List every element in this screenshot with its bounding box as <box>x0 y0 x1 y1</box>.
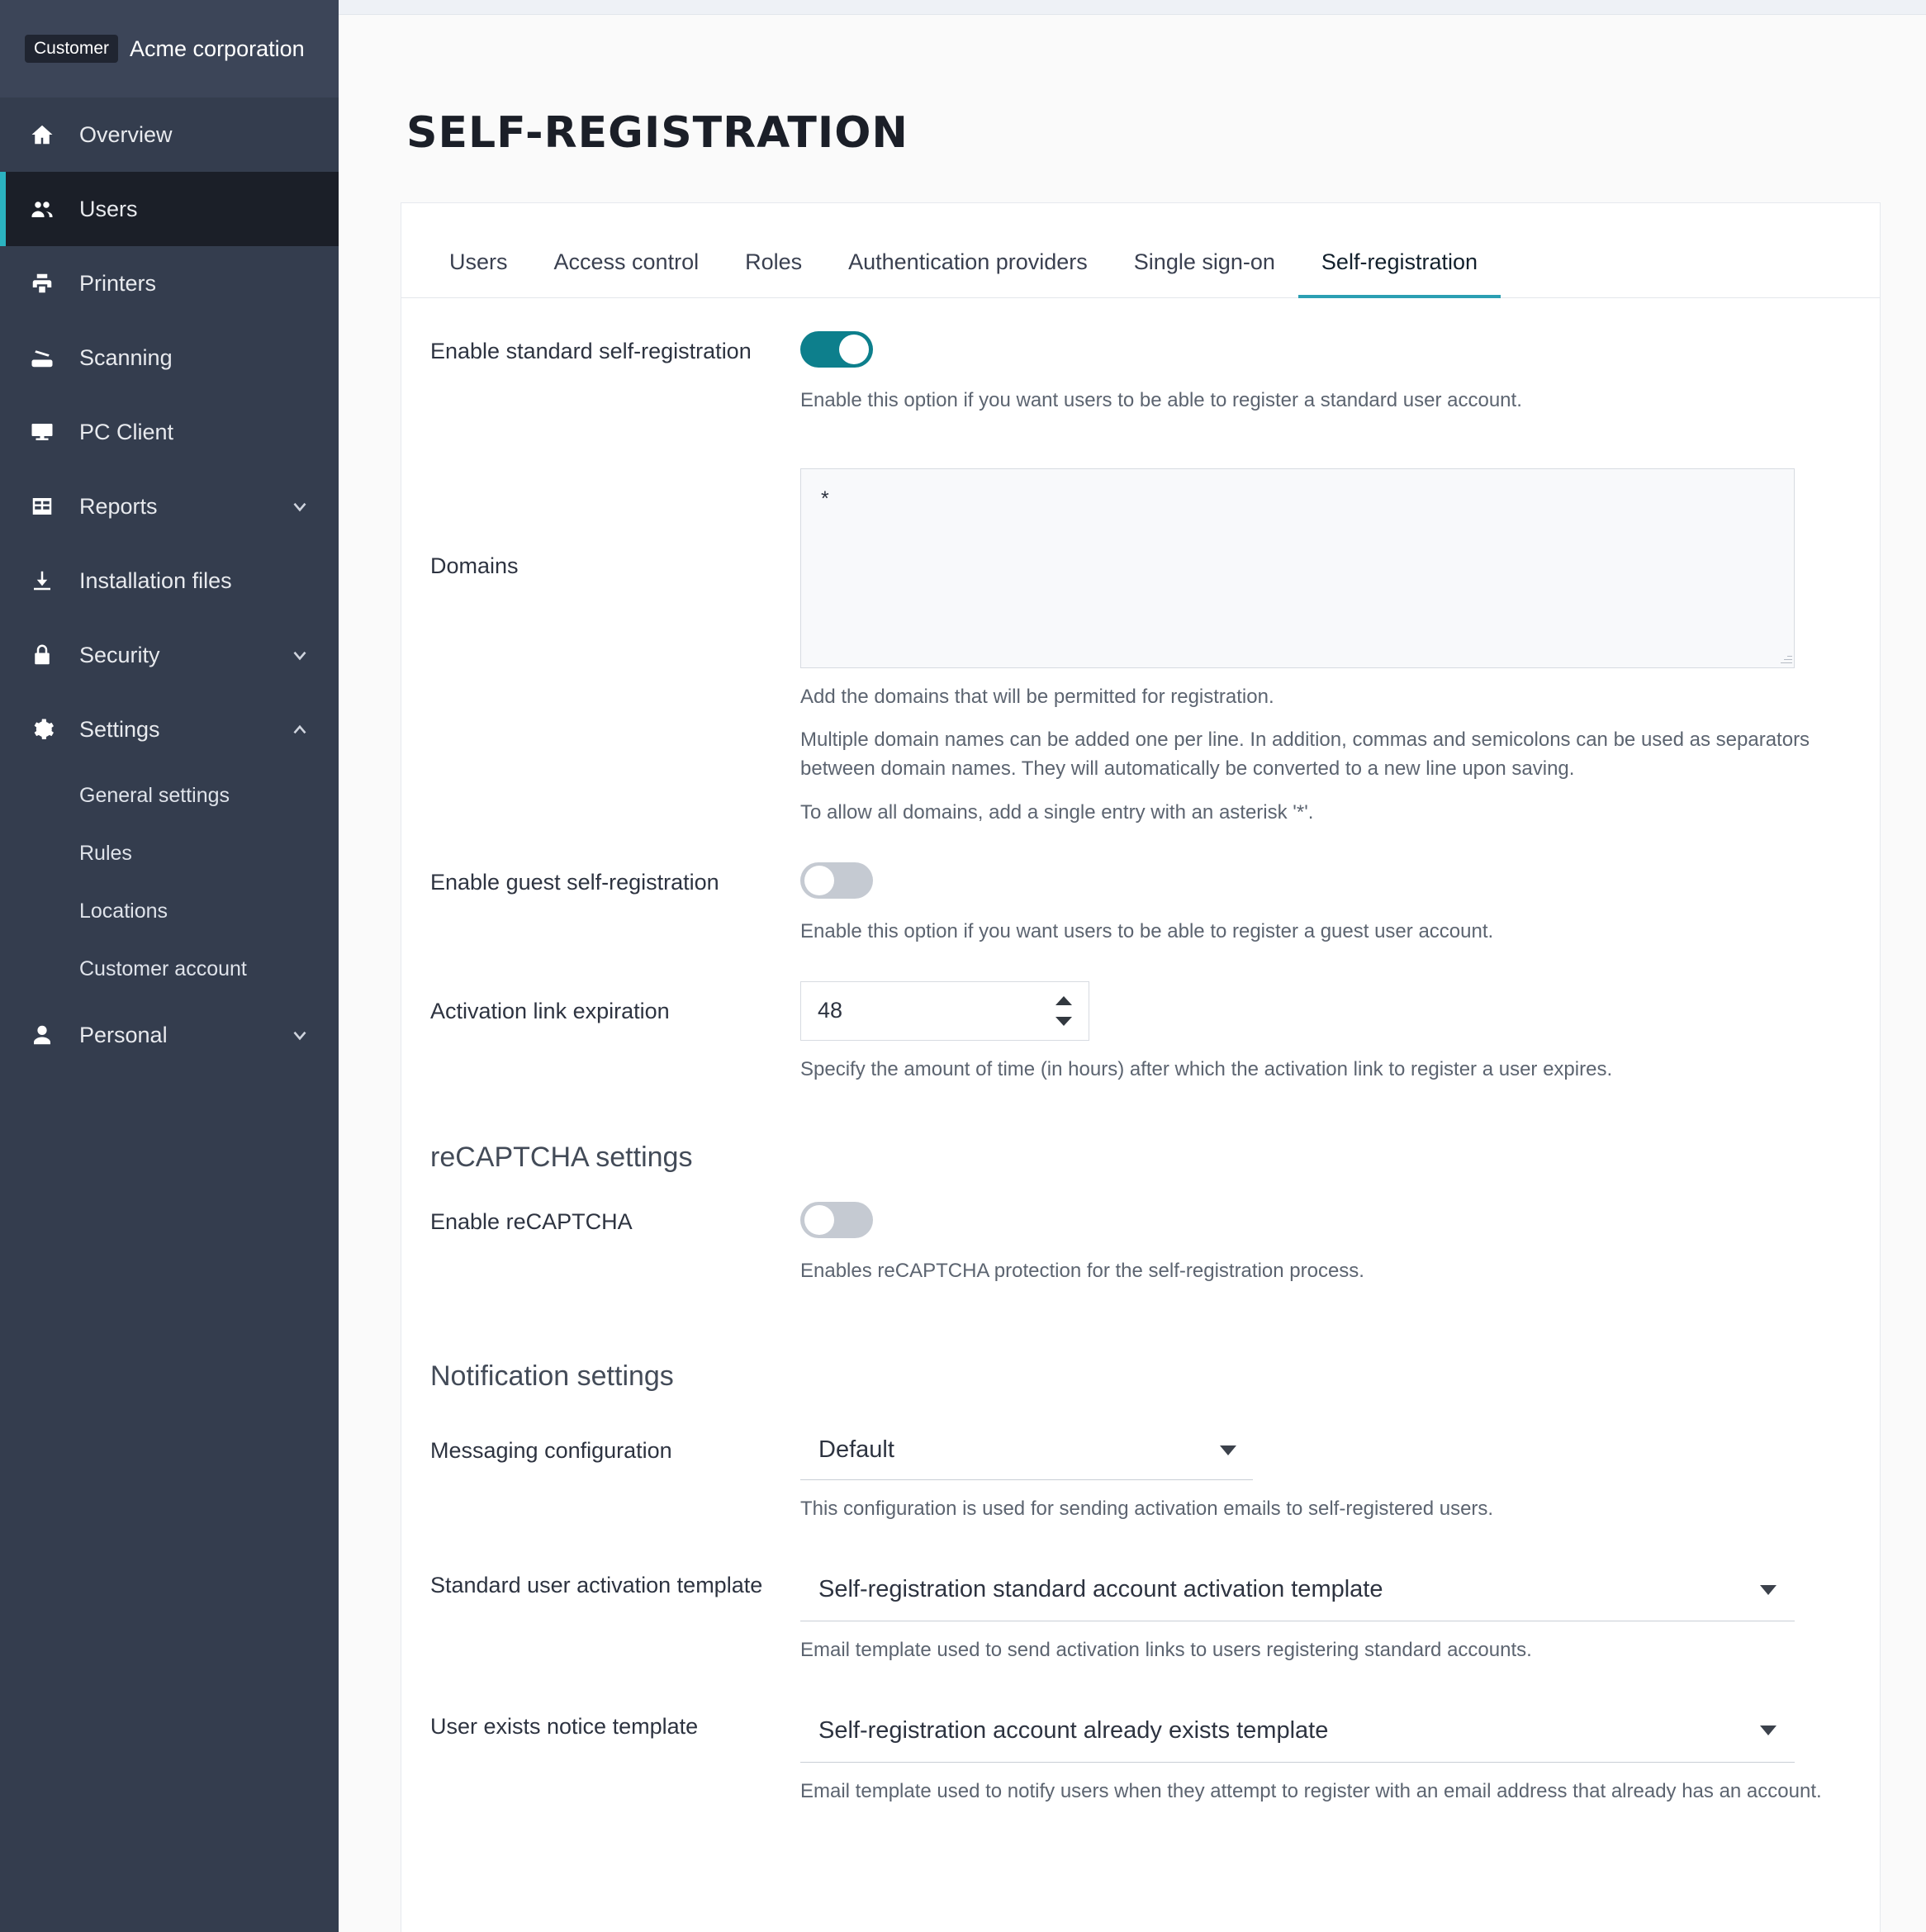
reports-icon <box>28 492 56 520</box>
domains-label: Domains <box>430 553 519 578</box>
field-activation-link-expiration <box>430 981 1830 1085</box>
sidebar-subitem-general-settings-label: General settings <box>79 783 230 807</box>
top-bar <box>339 0 1926 15</box>
domains-textarea[interactable] <box>800 468 1795 668</box>
printer-icon <box>28 269 56 297</box>
chevron-down-icon[interactable] <box>289 496 311 517</box>
chevron-down-icon <box>1760 1585 1777 1595</box>
gear-icon <box>28 715 56 743</box>
user-exists-notice-template-label: User exists notice template <box>430 1713 699 1739</box>
field-domains <box>430 468 1830 828</box>
notification-section-heading: Notification settings <box>430 1360 674 1393</box>
sidebar-item-personal-label: Personal <box>79 1022 168 1047</box>
stepper-down-icon[interactable] <box>1056 1017 1072 1026</box>
domains-helper-2: Multiple domain names can be added one per line. In addition, commas and semicolons can be used as separators between domain names. They will automatically be converted to a new line upon saving. <box>800 729 1810 781</box>
sidebar-item-reports-label: Reports <box>79 493 158 519</box>
chevron-down-icon[interactable] <box>289 644 311 666</box>
person-icon <box>28 1021 56 1049</box>
enable-guest-self-registration-toggle[interactable] <box>800 862 873 899</box>
recaptcha-section-heading: reCAPTCHA settings <box>430 1142 693 1174</box>
field-standard-user-activation-template <box>430 1559 1830 1665</box>
sidebar-item-installation-files-label: Installation files <box>79 567 232 593</box>
enable-guest-self-registration-helper: Enable this option if you want users to be able to register a guest user account. <box>800 919 1494 942</box>
activation-link-expiration-helper: Specify the amount of time (in hours) after which the activation link to register a user expires. <box>800 1057 1613 1080</box>
sidebar-item-security[interactable] <box>0 618 339 692</box>
chevron-down-icon <box>1220 1445 1236 1455</box>
user-exists-notice-template-helper: Email template used to notify users when they attempt to register with an email address that already has an account. <box>800 1779 1822 1802</box>
sidebar-item-reports[interactable] <box>0 469 339 544</box>
field-enable-guest-self-registration <box>430 862 1830 947</box>
sidebar-item-security-label: Security <box>79 642 160 667</box>
enable-standard-self-registration-helper: Enable this option if you want users to be able to register a standard user account. <box>800 388 1522 411</box>
toggle-knob <box>804 866 834 895</box>
customer-name: Acme corporation <box>130 36 305 61</box>
self-registration-form <box>401 298 1880 1856</box>
tab-authentication-providers[interactable]: Authentication providers <box>848 249 1088 274</box>
activation-link-expiration-label: Activation link expiration <box>430 998 670 1023</box>
toggle-knob <box>839 335 869 364</box>
sidebar-item-users[interactable] <box>0 172 339 246</box>
chevron-up-icon[interactable] <box>289 719 311 740</box>
sidebar-item-printers[interactable] <box>0 246 339 320</box>
monitor-icon <box>28 418 56 446</box>
standard-user-activation-template-value: Self-registration standard account activation template <box>818 1576 1383 1602</box>
home-icon <box>28 121 56 149</box>
stepper-up-icon[interactable] <box>1056 996 1072 1005</box>
sidebar-item-pc-client[interactable] <box>0 395 339 469</box>
sidebar-item-overview-label: Overview <box>79 121 173 147</box>
sidebar-item-installation-files[interactable] <box>0 544 339 618</box>
sidebar-subitem-locations-label: Locations <box>79 899 168 923</box>
sidebar-nav <box>0 97 339 1072</box>
standard-user-activation-template-select[interactable] <box>800 1559 1795 1621</box>
scanner-icon <box>28 344 56 372</box>
stepper-arrows <box>1056 982 1077 1040</box>
sidebar-item-personal[interactable] <box>0 998 339 1072</box>
customer-badge: Customer <box>25 35 118 63</box>
standard-user-activation-template-label: Standard user activation template <box>430 1573 763 1597</box>
field-enable-standard-self-registration <box>430 331 1830 415</box>
sidebar-item-scanning-label: Scanning <box>79 344 173 370</box>
domains-helper-3: To allow all domains, add a single entry with an asterisk '*'. <box>800 801 1314 824</box>
lock-icon <box>28 641 56 669</box>
download-icon <box>28 567 56 595</box>
sidebar-item-scanning[interactable] <box>0 320 339 395</box>
chevron-down-icon[interactable] <box>289 1024 311 1046</box>
toggle-knob <box>804 1205 834 1235</box>
customer-header <box>0 0 339 97</box>
messaging-configuration-helper: This configuration is used for sending activation emails to self-registered users. <box>800 1498 1494 1521</box>
sidebar-item-overview[interactable] <box>0 97 339 172</box>
sidebar-subitem-general-settings[interactable] <box>0 767 339 824</box>
sidebar-item-pc-client-label: PC Client <box>79 419 174 444</box>
field-messaging-configuration <box>430 1421 1830 1524</box>
domains-textarea-wrapper <box>800 468 1795 668</box>
user-exists-notice-template-select[interactable] <box>800 1700 1795 1763</box>
settings-card <box>401 202 1881 1932</box>
messaging-configuration-select[interactable] <box>800 1421 1253 1480</box>
standard-user-activation-template-helper: Email template used to send activation links to users registering standard accounts. <box>800 1639 1532 1661</box>
activation-link-expiration-stepper[interactable] <box>800 981 1089 1041</box>
tab-self-registration[interactable]: Self-registration <box>1298 235 1501 298</box>
domains-helper-1: Add the domains that will be permitted for registration. <box>800 685 1274 708</box>
sidebar-subitem-rules[interactable] <box>0 824 339 882</box>
tab-access-control[interactable]: Access control <box>553 249 700 274</box>
sidebar-item-printers-label: Printers <box>79 270 157 296</box>
field-enable-recaptcha <box>430 1202 1830 1286</box>
user-exists-notice-template-value: Self-registration account already exists template <box>818 1716 1329 1744</box>
sidebar-item-settings-label: Settings <box>79 716 160 742</box>
enable-guest-self-registration-label: Enable guest self-registration <box>430 869 719 895</box>
page-title: SELF-REGISTRATION <box>406 107 908 158</box>
main-content <box>339 0 1926 1932</box>
sidebar-subitem-rules-label: Rules <box>79 841 132 865</box>
users-icon <box>28 195 56 223</box>
messaging-configuration-value: Default <box>818 1436 894 1464</box>
enable-recaptcha-toggle[interactable] <box>800 1202 873 1238</box>
messaging-configuration-label: Messaging configuration <box>430 1438 672 1464</box>
sidebar-subitem-customer-account[interactable] <box>0 940 339 998</box>
sidebar-item-settings[interactable] <box>0 692 339 767</box>
sidebar-subitem-customer-account-label: Customer account <box>79 957 247 980</box>
enable-recaptcha-helper: Enables reCAPTCHA protection for the self-registration process. <box>800 1260 1364 1283</box>
sidebar-subitem-locations[interactable] <box>0 882 339 940</box>
chevron-down-icon <box>1760 1726 1777 1735</box>
enable-standard-self-registration-label: Enable standard self-registration <box>430 338 752 363</box>
activation-link-expiration-input[interactable] <box>801 982 1089 1040</box>
tab-single-sign-on[interactable]: Single sign-on <box>1133 249 1275 274</box>
sidebar-item-users-label: Users <box>79 196 138 221</box>
enable-standard-self-registration-toggle[interactable] <box>800 331 873 368</box>
tab-users[interactable]: Users <box>449 249 508 274</box>
enable-recaptcha-label: Enable reCAPTCHA <box>430 1209 633 1235</box>
tab-bar <box>401 203 1880 298</box>
field-user-exists-notice-template <box>430 1700 1830 1806</box>
sidebar <box>0 0 339 1932</box>
tab-roles[interactable]: Roles <box>745 249 803 274</box>
